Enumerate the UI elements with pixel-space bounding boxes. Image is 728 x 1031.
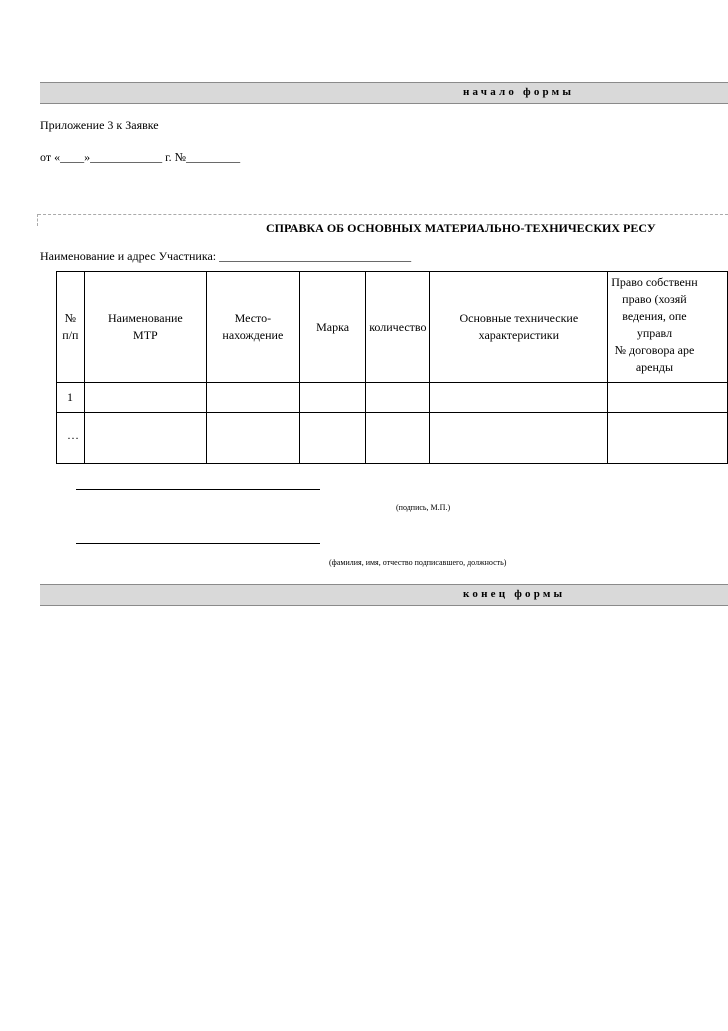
table-cell: [366, 413, 430, 464]
table-cell: [299, 383, 366, 413]
header-line: количество: [369, 319, 427, 334]
table-cell: [366, 383, 430, 413]
form-end-band: [40, 584, 728, 606]
header-line: Марка: [316, 319, 350, 334]
header-line: № договора аре: [614, 343, 695, 357]
page-title: СПРАВКА ОБ ОСНОВНЫХ МАТЕРИАЛЬНО-ТЕХНИЧЕСКИХ РЕСУ: [266, 221, 656, 235]
table-cell: [84, 413, 206, 464]
header-line: право (хозяй: [622, 292, 687, 306]
header-line: нахождение: [222, 328, 284, 342]
form-end-label: конец формы: [463, 588, 566, 600]
header-quantity: [366, 272, 430, 383]
table-cell: [206, 413, 299, 464]
header-brand: [299, 272, 366, 383]
header-line: п/п: [62, 328, 79, 342]
signer-name-caption: (фамилия, имя, отчество подписавшего, должность): [329, 558, 507, 567]
header-line: №: [64, 311, 77, 325]
header-line: управл: [636, 326, 673, 340]
signature-caption: (подпись, М.П.): [396, 503, 451, 512]
application-date-number-line: от «____»____________ г. №_________: [40, 150, 241, 164]
header-line: характеристики: [478, 328, 560, 342]
row-number-cell: …: [57, 413, 85, 464]
appendix-line: Приложение 3 к Заявке: [40, 118, 159, 132]
header-line: Право собственн: [611, 275, 698, 289]
table-cell: [430, 383, 608, 413]
header-line: ведения, опе: [622, 309, 687, 323]
header-line: МТР: [133, 328, 158, 342]
header-line: аренды: [635, 360, 674, 374]
header-technical-specs: [430, 272, 608, 383]
resources-table: [56, 271, 728, 464]
signature-line: [76, 489, 320, 490]
form-start-label: начало формы: [463, 86, 575, 98]
participant-name-address: Наименование и адрес Участника: ________________________________: [40, 249, 412, 263]
row-number-cell: 1: [57, 383, 85, 413]
header-resource-name: [84, 272, 206, 383]
table-row: [57, 383, 728, 413]
form-start-band: [40, 82, 728, 104]
header-row-number: [57, 272, 85, 383]
table-cell: [84, 383, 206, 413]
table-cell: [299, 413, 366, 464]
table-cell: [608, 383, 728, 413]
table-cell: [206, 383, 299, 413]
header-line: Наименование: [108, 311, 183, 325]
table-cell: [608, 413, 728, 464]
header-location: [206, 272, 299, 383]
section-divider-tick: [37, 214, 38, 226]
header-line: Место-: [234, 311, 272, 325]
header-ownership-right: [608, 272, 728, 383]
section-divider: [38, 214, 728, 215]
signer-name-line: [76, 543, 320, 544]
table-row: [57, 413, 728, 464]
table-header-row: [57, 272, 728, 383]
table-cell: [430, 413, 608, 464]
header-line: Основные технические: [459, 311, 579, 325]
